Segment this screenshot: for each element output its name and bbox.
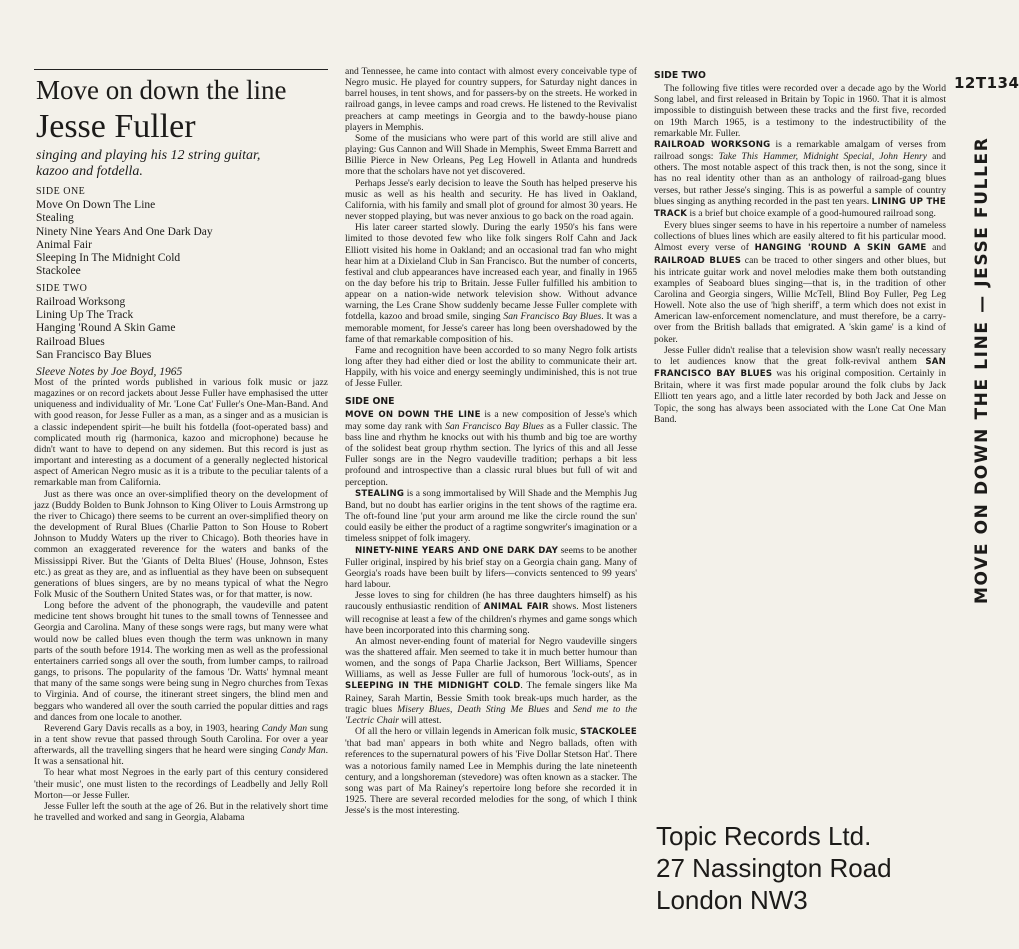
paragraph: His later career started slowly. During the early 1950's his fans were limited to those devoted few who like folk singers Rolf Cahn and Jack Elliott visited his home in Oakland; and an occasional trad fan who might hear him at a Dixieland Club in San Francisco. But the number of concerts, festival and club appearances have increased each year, and finally in 1965 on the day before his trip to Britain. Jesse Fuller fulfilled his ambition to appear on a nation-wide network television show. Without advance warning, the Les Crane Show suddenly became Jesse Fuller complete with fotdella, kazoo and broad smile, singing San Francisco Bay Blues. It was a memorable moment, for Jesse's career has long been overshadowed by the fame of that remarkable composition of his. (345, 222, 637, 345)
side-one-tracklist (36, 199, 336, 279)
album-title: Move on down the line (36, 75, 287, 105)
paragraph: Jesse Fuller left the south at the age of 26. But in the relatively short time he travelled and worked and sang in Georgia, Alabama (34, 800, 328, 824)
publisher-street: 27 Nassington Road (656, 853, 892, 883)
track-note: NINETY-NINE YEARS AND ONE DARK DAY seems to be another Fuller original, inspired by his brief stay on a Georgia chain gang. Many of Georgia's roads have been built by lifers—convicts sentenced to 99 years' hard labour. (345, 544, 637, 591)
paragraph: and Tennessee, he came into contact with almost every conceivable type of Negro music. He played for country suppers, for Saturday night dances in barrel houses, in tent shows, and for passers-by on the streets. He worked in railroad gangs, in levee camps and road crews. He listened to the Revivalist preachers at camp meetings in Georgia and to the bawdy-house piano players in Memphis. (345, 66, 637, 133)
track-item: Lining Up The Track (36, 309, 134, 322)
paragraph: Just as there was once an over-simplified theory on the development of jazz (Buddy Bolden to Bunk Johnson to King Oliver to Louis Armstrong up the river to Chicago) there seems to be current an over-simplified theory on the development of Rural Blues (Charlie Patton to Son House to Robert Johnson to Muddy Waters up the river to Chicago). Both theories have in common an exaggerated reverence for the waters and banks of the Mississippi River. But the 'Giants of Delta Blues' (House, Johnson, Estes etc.) as great as they are, and as influential as they have been on subsequent generations of blues singers, are by no means typical of what the Negro Folk Music of the Southern United States was, or for that matter, is now. (34, 488, 328, 600)
track-item: San Francisco Bay Blues (36, 348, 152, 361)
track-item: Sleeping In The Midnight Cold (36, 252, 181, 265)
notes-column-1 (34, 377, 328, 823)
paragraph: The following five titles were recorded over a decade ago by the World Song label, and first released in Britain by Topic in 1960. That it is almost impossible to distinguish between these tracks and the first five, recorded on 19th March 1965, is a testimony to the indestructibility of the remarkable Mr. Fuller. (654, 83, 946, 139)
publisher-name: Topic Records Ltd. (656, 821, 872, 851)
paragraph: Perhaps Jesse's early decision to leave the South has helped preserve his music as well as his health and security. He has lived in Oakland, California, with his family and small plot of ground for almost 30 years. He never stopped playing, but was never anxious to go back on the road again. (345, 177, 637, 223)
title-rule (34, 69, 328, 70)
track-note: STEALING is a song immortalised by Will Shade and the Memphis Jug Band, but no doubt has earlier origins in the tent shows of the ragtime era. The oft-found line 'put your arm around me like the circle round the sun' could easily be either the product of a ragtime songwriter's imagination or a timeless snippet of folk imagery. (345, 487, 637, 545)
paragraph: To hear what most Negroes in the early part of this century considered 'their music', one must listen to the recordings of Leadbelly and Jelly Roll Morton—or Jesse Fuller. (34, 767, 328, 801)
notes-column-3 (654, 70, 946, 425)
side-two-notes-heading: SIDE TWO (654, 70, 706, 81)
track-note: Jesse Fuller didn't realise that a television show wasn't really necessary to let audiences know that the great folk-revival anthem SAN FRANCISCO BAY BLUES was his original composition. Certainly in Britain, where it was first made popular around the folk clubs by Jack Elliott ten years ago, and a little later recorded by both Jack and Jesse on Topic, the song has always been associated with the Lone Cat One Man Band. (654, 344, 946, 425)
track-item: Ninety Nine Years And One Dark Day (36, 225, 213, 238)
side-one-heading: SIDE ONE (36, 186, 86, 197)
publisher-address (656, 820, 892, 916)
track-note: An almost never-ending fount of material for Negro vaudeville singers was the shattered affair. Men seemed to take it in much better humour than women, and the songs of Papa Charlie Jackson, Bert Williams, Spencer Williams, as well as Jesse Fuller are full of humorous 'lock-outs', as in SLEEPING IN THE MIDNIGHT COLD. The female singers like Ma Rainey, Sarah Martin, Bessie Smith took break-ups much harder, as the tragic blues Misery Blues, Death Sting Me Blues and Send me to the 'Lectric Chair will attest. (345, 635, 638, 726)
paragraph: Most of the printed words published in various folk music or jazz magazines or on record jackets about Jesse Fuller have emphasised the utter uniqueness and individuality of Mr. 'Lone Cat' Fuller's One-Man-Band. And with good reason, for Jesse Fuller as a man, as a singer and as a musician is a classic independent spirit—he built his fotdella (foot-operated bass) and complicated mouth rig (harmonica, kazoo and microphone) because he didn't want to have to depend on any sidemen. But this record is just as important and interesting as a document of a generally neglected historical aspect of American Negro music as it is a tribute to the peculiar talents of a remarkable man from California. (34, 377, 328, 489)
paragraph: Some of the musicians who were part of this world are still alive and playing: Gus Cannon and Will Shade in Memphis, Sweet Emma Barrett and Billie Pierce in New Orleans, Peg Leg Howell in Atlanta and hundreds more that the scholars have not yet discovered. (345, 132, 638, 178)
track-item: Animal Fair (36, 238, 92, 251)
title-block (36, 74, 336, 378)
track-item: Stackolee (36, 265, 81, 278)
spine-title: MOVE ON DOWN THE LINE — JESSE FULLER (972, 136, 992, 604)
side-one-notes-heading: SIDE ONE (345, 395, 395, 407)
track-note: Every blues singer seems to have in his repertoire a number of nameless collections of blues lines which are easily altered to fit his particular mood. Almost every verse of HANGING 'ROUND A SKIN GAME and RAILROAD BLUES can be traced to other singers and other blues, but his intricate guitar work and novel melodies make them both outstanding examples of Seaboard blues singing—that is, in the tradition of other Carolina and Georgia singers, Willie McTell, Blind Boy Fuller, Peg Leg Howell. Note also the use of 'high sheriff', a term which does not exist in American law-enforcement nomenclature, and must therefore, be a carry-over from the British ballads that emigrated. A 'skin game' is a kind of poker. (654, 220, 946, 345)
sleeve-notes-credit: Sleeve Notes by Joe Boyd, 1965 (36, 366, 183, 379)
album-subtitle: singing and playing his 12 string guitar, kazoo and fotdella. (36, 148, 261, 179)
track-item: Move On Down The Line (36, 199, 156, 211)
track-note: Jesse loves to sing for children (he has three daughters himself) as his raucously enthusiastic rendition of ANIMAL FAIR shows. Most listeners will recognise at least a few of the children's rhymes and game songs which have been incorporated into this charming song. (345, 590, 637, 636)
track-note: MOVE ON DOWN THE LINE is a new composition of Jesse's which may some day rank with San Francisco Bay Blues as a Fuller classic. The bass line and rhythm he knocks out with his thumb and big toe are worthy of the solidest beat group rhythm section. The lyrics of this and all Jesse Fuller songs are in the Negro vaudeville tradition; perhaps a bit less profound and introspective than a classic rural blues but full of wit and perception. (345, 408, 638, 488)
track-item: Hanging 'Round A Skin Game (36, 322, 176, 335)
paragraph: Fame and recognition have been accorded to so many Negro folk artists long after they had either died or lost the ability to communicate their art. Happily, with his voice and energy seemingly undiminished, this is not true of Jesse Fuller. (345, 344, 637, 390)
paragraph: Reverend Gary Davis recalls as a boy, in 1903, hearing Candy Man sung in a tent show revue that passed through South Carolina. For over a year afterwards, all the travelling singers that he heard were singing Candy Man. It was a sensational hit. (34, 722, 328, 768)
paragraph: Long before the advent of the phonograph, the vaudeville and patent medicine tent shows brought hit tunes to the small towns of Tennessee and Georgia and Carolina. Many of these songs were rags, but many were what would now be called blues even though the term was unknown in many parts of the south before 1914. The working men as well as the professional entertainers carried songs all over the south, from lumber camps, to railroad gangs, to prisons. The popularity of the famous 'Dr. Watts' hymnal meant that many of the same songs were being sung in Negro churches from Texas to Virginia. And of course, the itinerant street singers, the blind men and beggars who wandered all over the south carried the popular ditties and rags and dances from one locale to another. (34, 600, 328, 723)
track-note: Of all the hero or villain legends in American folk music, STACKOLEE 'that bad man' appears in both white and Negro ballads, often with references to the supernatural powers of his 'Five Dollar Stetson Hat'. There was a notorious family named Lee in Memphis during the late nineteenth century, and a longshoreman (stevedore) was often known as a stacker. The song was part of Ma Rainey's repertoire long before she recorded it in 1925. There are several recorded melodies for the song, of which I think Jesse's is the most interesting. (345, 726, 637, 817)
track-item: Railroad Worksong (36, 295, 126, 308)
side-two-tracklist (36, 296, 336, 362)
track-item: Railroad Blues (36, 335, 105, 348)
publisher-city: London NW3 (656, 885, 808, 915)
side-two-heading: SIDE TWO (36, 282, 88, 294)
notes-column-2 (345, 66, 637, 816)
artist-name: Jesse Fuller (36, 108, 196, 145)
catalog-number: 12T134 (954, 74, 1019, 92)
track-note: RAILROAD WORKSONG is a remarkable amalgam of verses from railroad songs: Take This Hammer, Midnight Special, John Henry and others. The most notable aspect of this track then, is not the song, since it has no real identity other than as an anthology of railroad-gang blues verses, but rather Jesse's singing. This is as powerful a sample of country blues singing as anything recorded in the past ten years. LINING UP THE TRACK is a brief but choice example of a good-humoured railroad song. (654, 138, 946, 219)
track-item: Stealing (36, 212, 74, 225)
